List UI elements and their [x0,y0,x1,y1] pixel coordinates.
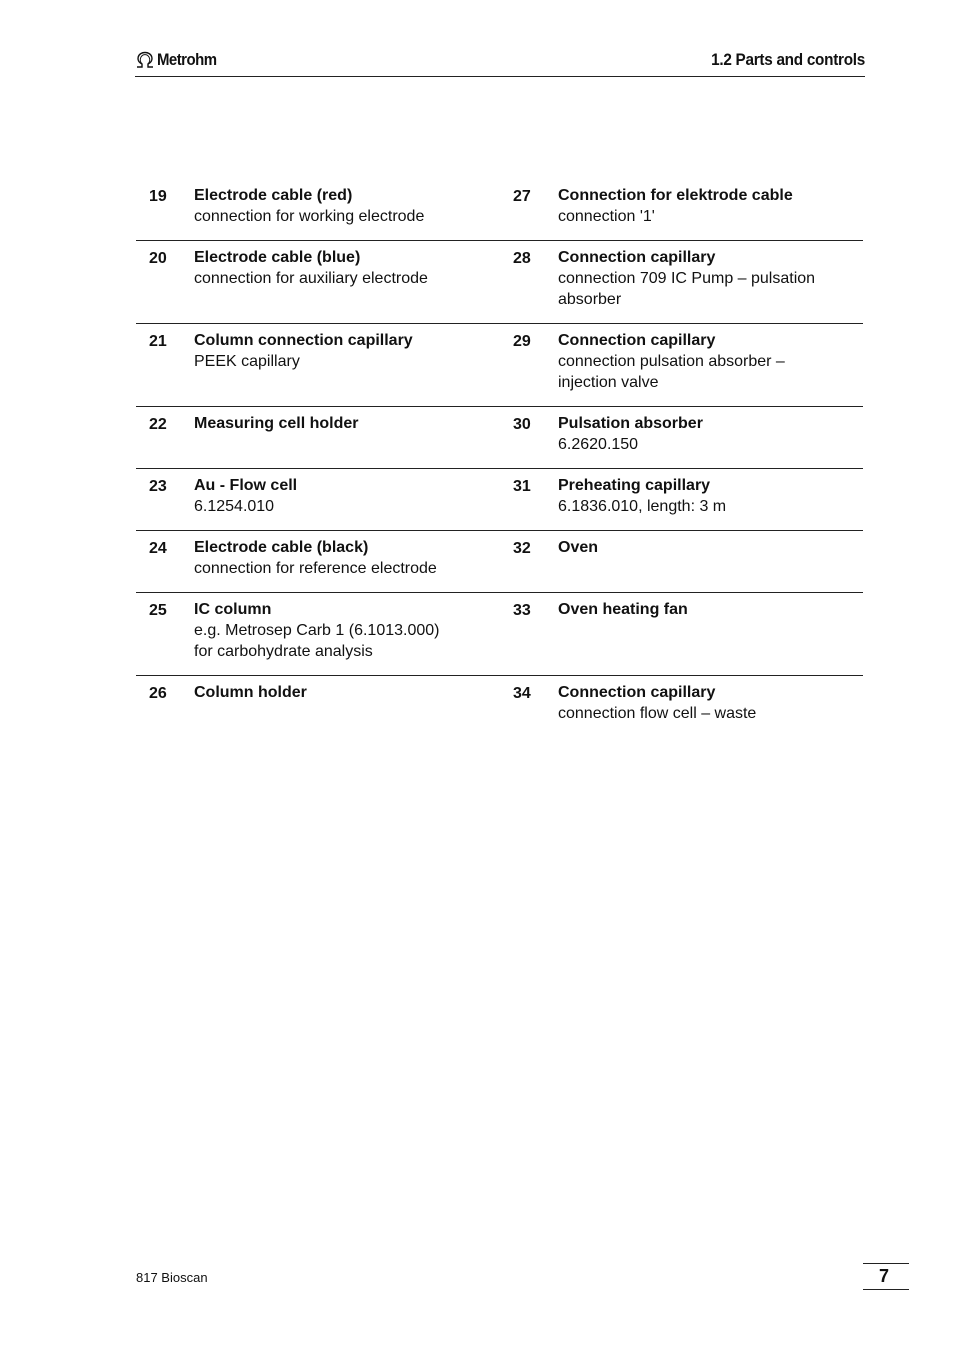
part-subtitle: PEEK capillary [194,353,300,370]
part-item [500,185,863,240]
part-description [558,475,863,530]
part-number: 32 [513,540,531,557]
part-title: Electrode cable (red) [194,187,353,204]
parts-row [136,469,863,531]
part-number: 26 [149,685,167,702]
part-description [194,185,500,240]
part-description [558,537,863,592]
part-title: Au - Flow cell [194,477,298,494]
part-title: Connection capillary [558,332,716,349]
part-subtitle: e.g. Metrosep Carb 1 (6.1013.000) for carbohydrate analysis [194,622,440,660]
part-item [500,475,863,530]
part-number: 34 [513,685,531,702]
part-number: 20 [149,250,167,267]
part-number: 19 [149,188,167,205]
page-number: 7 [863,1263,909,1290]
part-description [558,185,863,240]
parts-row [136,407,863,469]
part-item [136,185,500,240]
part-description [194,682,500,738]
part-number: 27 [513,188,531,205]
part-number: 22 [149,416,167,433]
section-title: 1.2 Parts and controls [711,50,865,69]
part-subtitle: connection for working electrode [194,208,425,225]
part-title: Column connection capillary [194,332,413,349]
page-header [135,48,865,77]
part-item [500,599,863,675]
part-item [500,537,863,592]
part-title: Connection capillary [558,249,716,266]
part-description [194,475,500,530]
part-subtitle: connection flow cell – waste [558,705,757,722]
part-description [194,330,500,406]
part-subtitle: 6.1836.010, length: 3 m [558,498,727,515]
part-subtitle: 6.2620.150 [558,436,639,453]
part-subtitle: connection '1' [558,208,655,225]
parts-row [136,241,863,324]
part-title: Measuring cell holder [194,415,359,432]
parts-row [136,593,863,676]
part-description [558,413,863,468]
part-description [194,413,500,468]
part-title: IC column [194,601,272,618]
part-number: 29 [513,333,531,350]
part-description [194,599,500,675]
part-number: 31 [513,478,531,495]
part-title: Column holder [194,684,307,701]
part-title: Oven heating fan [558,601,688,618]
part-description [558,599,863,675]
part-title: Connection capillary [558,684,716,701]
part-item [136,413,500,468]
part-subtitle: connection 709 IC Pump – pulsation absorber [558,270,816,308]
part-item [500,413,863,468]
part-number: 33 [513,602,531,619]
parts-row [136,324,863,407]
brand-logo [135,50,225,70]
footer-product: 817 Bioscan [136,1270,208,1285]
part-number: 24 [149,540,167,557]
part-title: Connection for elektrode cable [558,187,793,204]
part-description [194,247,500,323]
part-description [194,537,500,592]
part-title: Electrode cable (blue) [194,249,361,266]
part-number: 28 [513,250,531,267]
part-description [558,330,863,406]
part-item [500,330,863,406]
part-item [136,682,500,738]
part-number: 23 [149,478,167,495]
part-number: 21 [149,333,167,350]
part-item [136,247,500,323]
part-item [136,537,500,592]
part-title: Preheating capillary [558,477,711,494]
part-item [136,599,500,675]
part-description [558,247,863,323]
part-subtitle: connection pulsation absorber – injection valve [558,353,785,391]
parts-list [136,179,863,738]
part-title: Electrode cable (black) [194,539,369,556]
part-number: 25 [149,602,167,619]
part-item [136,330,500,406]
part-title: Oven [558,539,599,556]
brand-name: Metrohm [157,50,217,69]
parts-row [136,531,863,593]
part-subtitle: connection for reference electrode [194,560,437,577]
parts-row [136,676,863,738]
part-subtitle: connection for auxiliary electrode [194,270,428,287]
part-item [136,475,500,530]
part-item [500,247,863,323]
omega-logo-icon [135,51,155,69]
part-subtitle: 6.1254.010 [194,498,275,515]
parts-row [136,179,863,241]
part-number: 30 [513,416,531,433]
part-description [558,682,863,738]
part-item [500,682,863,738]
part-title: Pulsation absorber [558,415,703,432]
